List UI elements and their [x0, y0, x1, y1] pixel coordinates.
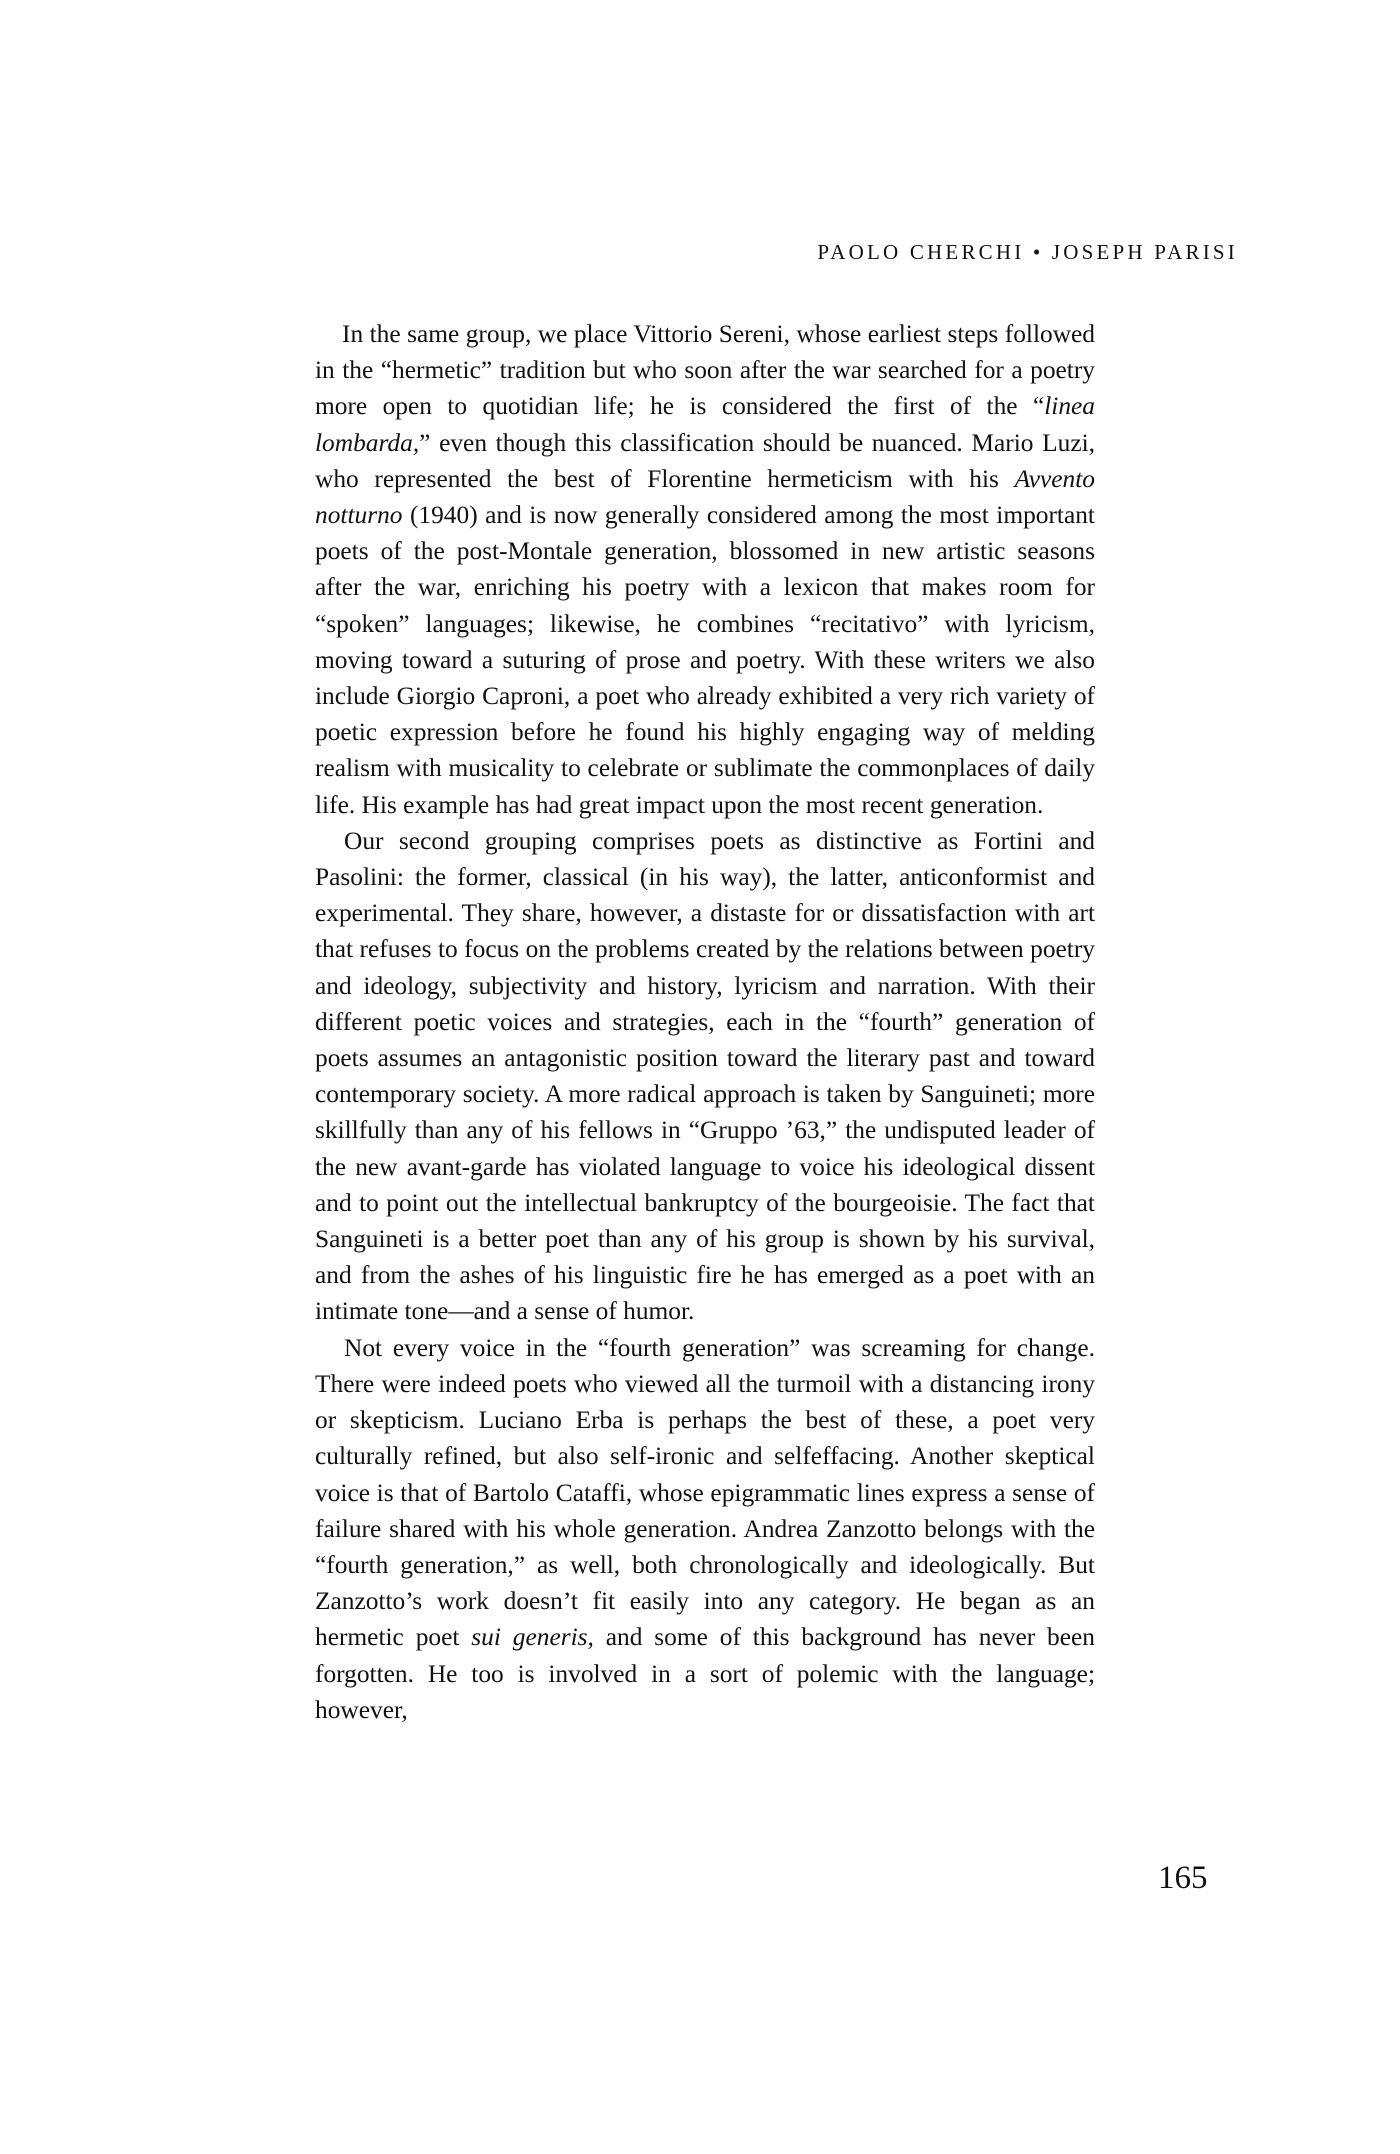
text-segment: and some of this background has never been forgotten. He too is involved in a sort of polemic with the language; however, — [315, 1623, 1095, 1724]
page-number: 165 — [1158, 1860, 1208, 1896]
paragraph — [315, 316, 1095, 823]
running-head: PAOLO CHERCHI • JOSEPH PARISI — [817, 240, 1238, 264]
text-segment: (1940) and is now generally considered among the most important poets of the post-Montale generation, blossomed in new artistic seasons after the war, enriching his poetry with a lexicon that makes room for “spoken” languages; likewise, he combines “recitativo” with lyricism, moving toward a suturing of prose and poetry. With these writers we also include Giorgio Caproni, a poet who already exhibited a very rich variety of poetic expression before he found his highly engaging way of melding realism with musicality to celebrate or sublimate the commonplaces of daily life. His example has had great impact upon the most recent generation. — [315, 501, 1095, 819]
italic-title: linea lombarda, — [315, 392, 1095, 457]
text-segment: Not every voice in the “fourth generation” was screaming for change. There were indeed poets who viewed all the turmoil with a distancing irony or skepticism. Luciano Erba is perhaps the best of these, a poet very culturally refined, but also self-ironic and selfeffacing. Another skeptical voice is that of Bartolo Cataffi, whose epigrammatic lines express a sense of failure shared with his whole generation. Andrea Zanzotto belongs with the “fourth generation,” as well, both chronologically and ideologically. But Zanzotto’s work doesn’t fit easily into any category. He began as an hermetic poet — [315, 1333, 1095, 1652]
paragraph — [315, 823, 1095, 1330]
text-segment: ” even though this classification should be nuanced. Mario Luzi, who represented the best of Florentine hermeticism with his — [315, 428, 1095, 493]
text-segment: Our second grouping comprises poets as distinctive as Fortini and Pasolini: the former, classical (in his way), the latter, anticonformist and experimental. They share, however, a distaste for or dissatisfaction with art that refuses to focus on the problems created by the relations between poetry and ideology, subjectivity and history, lyricism and narration. With their different poetic voices and strategies, each in the “fourth” generation of poets assumes an antagonistic position toward the literary past and toward contemporary society. A more radical approach is taken by Sanguineti; more skillfully than any of his fellows in “Gruppo ’63,” the undisputed leader of the new avant-garde has violated language to voice his ideological dissent and to point out the intellectual bankruptcy of the bourgeoisie. The fact that Sanguineti is a better poet than any of his group is shown by his survival, and from the ashes of his linguistic fire he has emerged as a poet with an intimate tone—and a sense of humor. — [315, 826, 1095, 1326]
italic-title: Avvento notturno — [315, 464, 1095, 530]
text-segment: In the same group, we place Vittorio Sereni, whose earliest steps followed in the “hermetic” tradition but who soon after the war searched for a poetry more open to quotidian life; he is considered the first of the “ — [315, 320, 1095, 421]
paragraph — [315, 1330, 1095, 1728]
italic-phrase: sui generis, — [471, 1623, 594, 1652]
body-text — [315, 316, 1095, 1728]
